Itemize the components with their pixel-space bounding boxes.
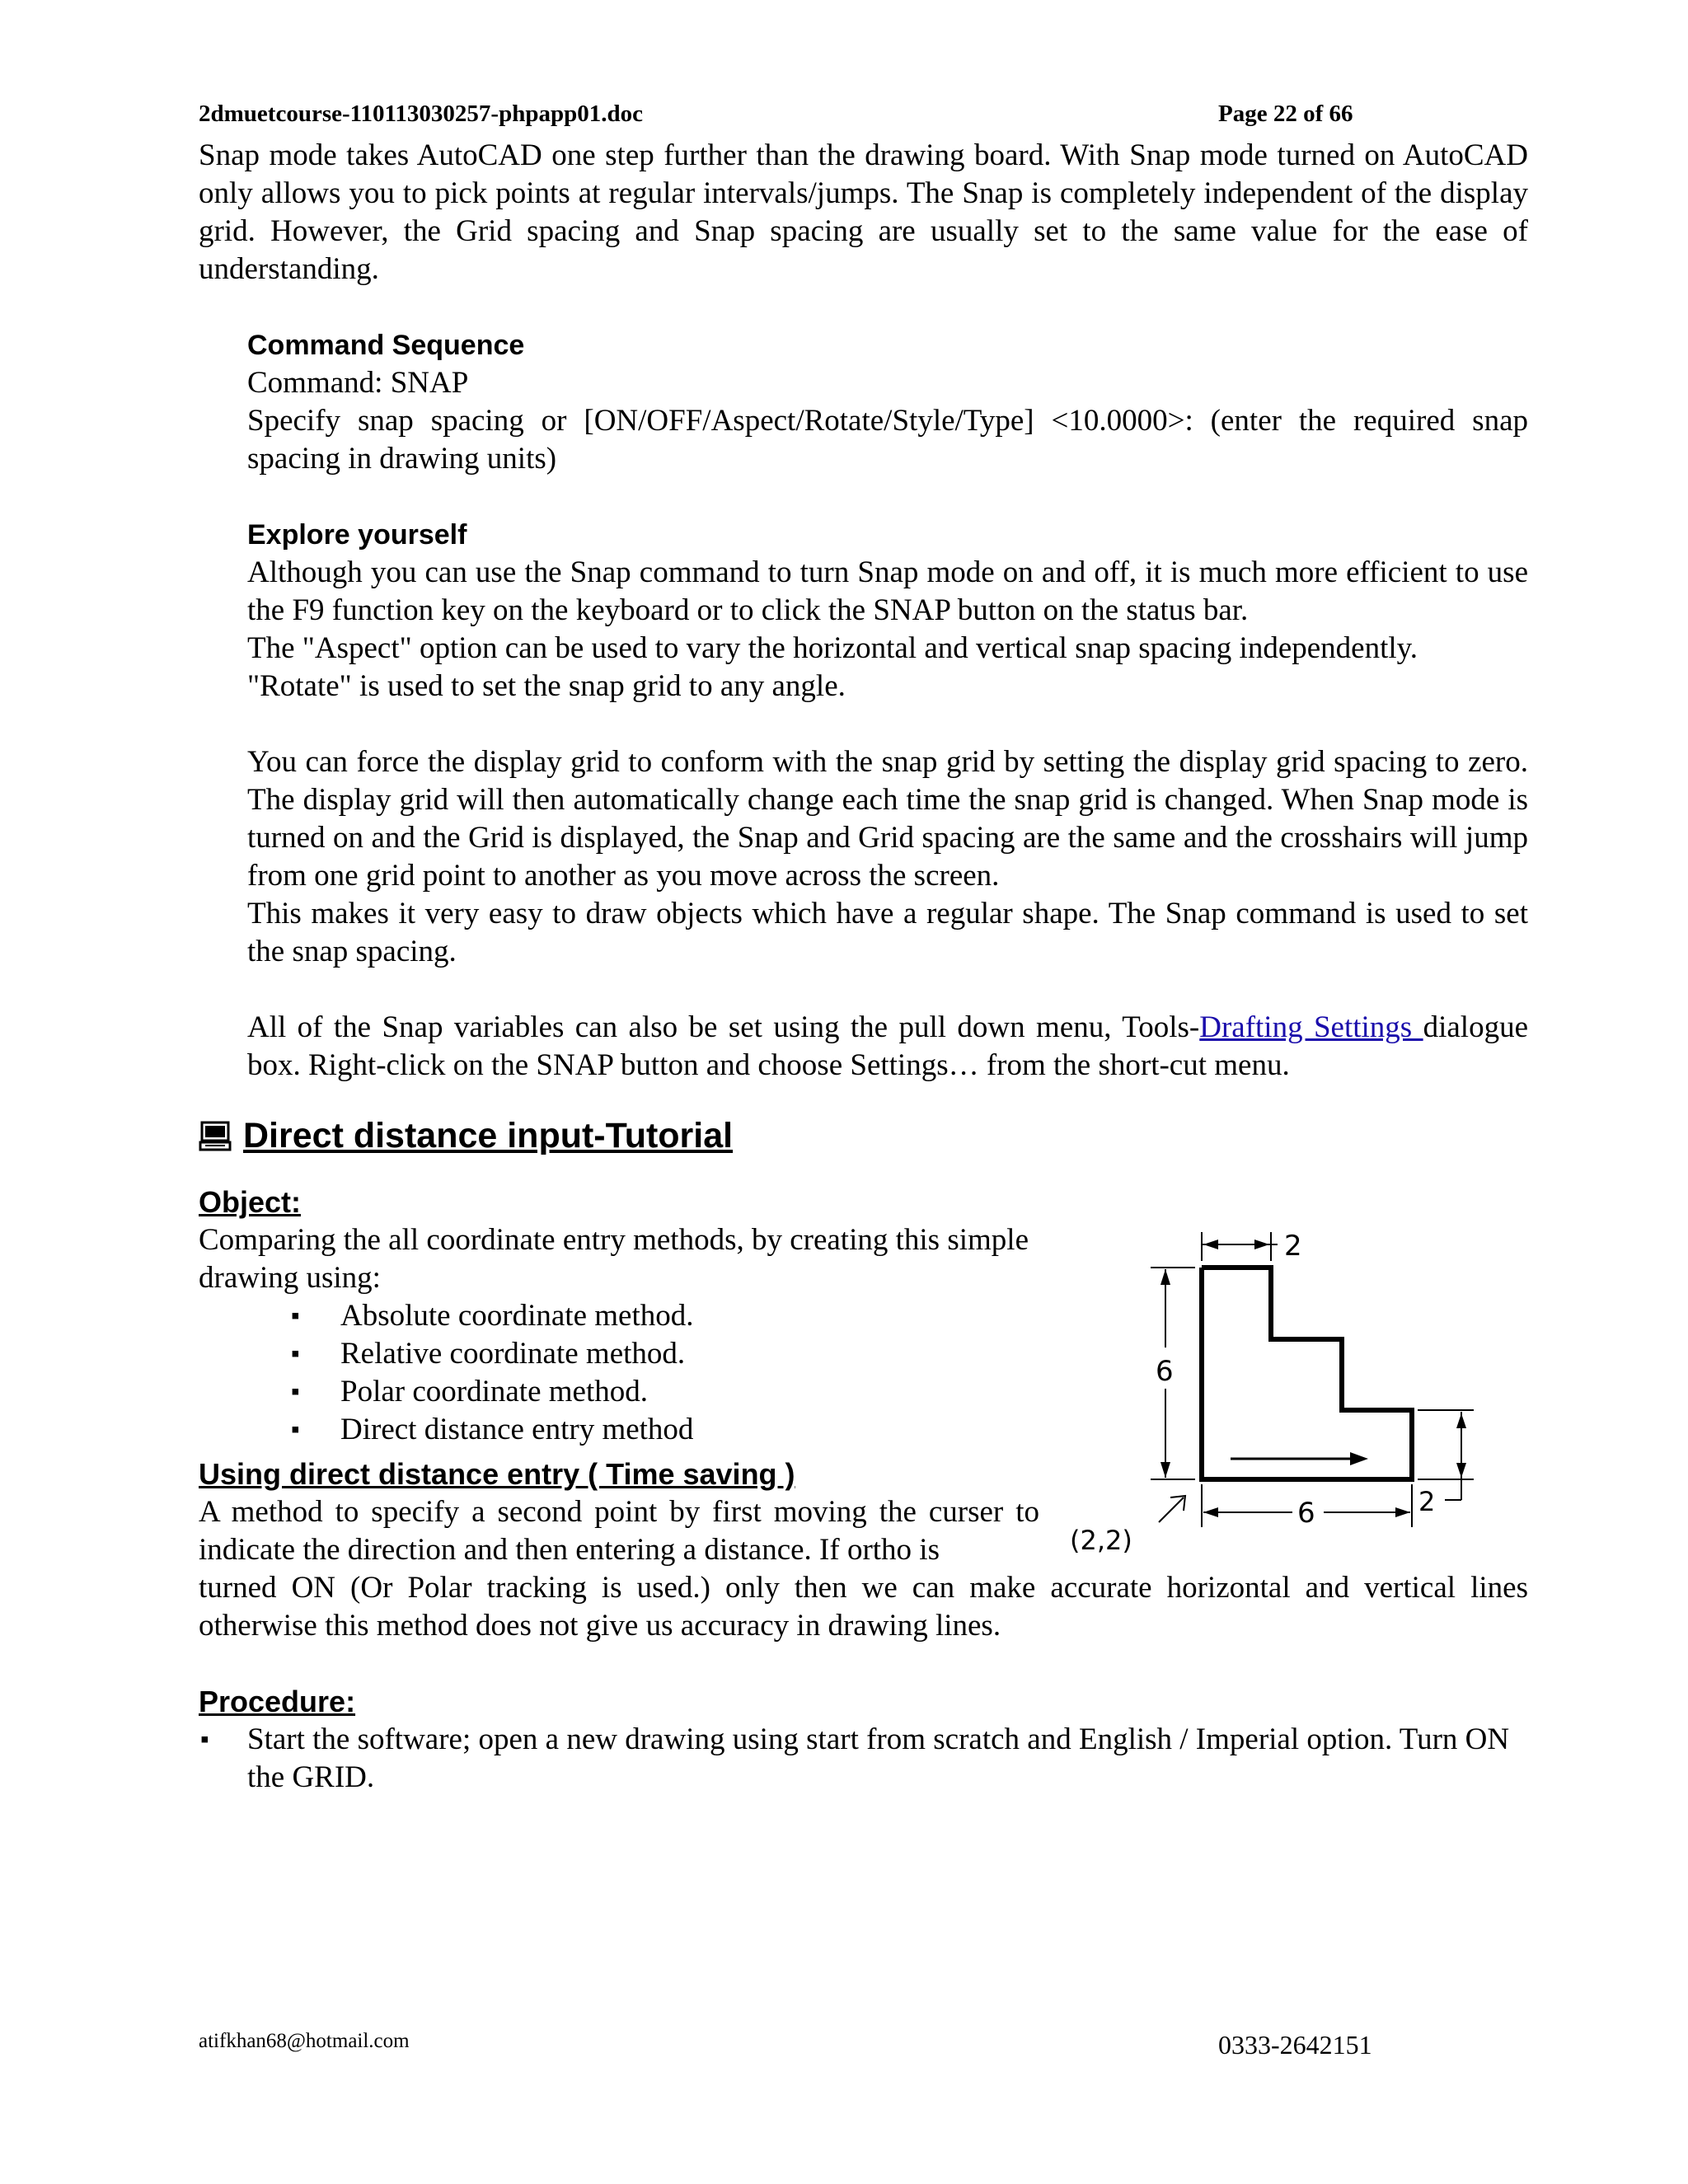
explore-paragraph-3: "Rotate" is used to set the snap grid to any angle. <box>247 669 846 703</box>
header-filename: 2dmuetcourse-110113030257-phpapp01.doc <box>199 101 643 127</box>
list-item: ▪ Polar coordinate method. <box>291 1373 1072 1411</box>
header-page-number: Page 22 of 66 <box>1218 101 1353 127</box>
procedure-list <box>199 1721 1528 1797</box>
command-sequence-block <box>247 326 1528 478</box>
figure-outline <box>1202 1268 1412 1479</box>
tutorial-title <box>199 1111 1528 1160</box>
dim-left-label: 6 <box>1156 1355 1174 1388</box>
dim-bottom-label: 6 <box>1297 1497 1315 1530</box>
command-prompt: Specify snap spacing or [ON/OFF/Aspect/Rotate/Style/Type] <10.0000>: (enter the required snap spacing in drawing units) <box>247 404 1528 476</box>
explore-paragraph-2: The "Aspect" option can be used to vary the horizontal and vertical snap spacing independently. <box>247 631 1418 665</box>
procedure-heading: Procedure: <box>199 1685 356 1718</box>
command-line: Command: SNAP <box>247 366 469 400</box>
dde-heading: Using direct distance entry ( Time saving ) <box>199 1457 795 1491</box>
explore-paragraph-4: You can force the display grid to conform with the snap grid by setting the display grid spacing to zero. The display grid will then automatically change each time the snap grid is changed. When Snap mode is turned on and the Grid is displayed, the Snap and Grid spacing are the same and the crosshairs will jump from one grid point to another as you move across the screen. <box>247 745 1528 893</box>
dim-top-label: 2 <box>1284 1230 1302 1263</box>
tutorial-title-text: Direct distance input-Tutorial <box>243 1116 734 1155</box>
explore-p6-text-after: dialogue box. Right-click on the SNAP button and choose Settings… from the short-cut menu. <box>247 1010 1529 1082</box>
dde-text: turned ON (Or Polar tracking is used.) only then we can make accurate horizontal and vertical lines otherwise this method does not give us accuracy in drawing lines. <box>199 1571 1528 1643</box>
dim-right-label: 2 <box>1418 1486 1436 1517</box>
explore-paragraph-1: Although you can use the Snap command to turn Snap mode on and off, it is much more efficient to use the F9 function key on the keyboard or to click the SNAP button on the status bar. <box>247 555 1528 627</box>
object-heading: Object: <box>199 1185 302 1219</box>
dde-text-wrapped: A method to specify a second point by first moving the curser to indicate the direction and then entering a distance. If ortho is <box>199 1495 1039 1567</box>
object-block <box>199 1183 1072 1569</box>
object-text: Comparing the all coordinate entry methods, by creating this simple drawing using: <box>199 1223 1029 1295</box>
intro-paragraph: Snap mode takes AutoCAD one step further than the drawing board. With Snap mode turned on AutoCAD only allows you to pick points at regular intervals/jumps. The Snap is completely independent of the display grid. However, the Grid spacing and Snap spacing are usually set to the same value for the ease of understanding. <box>199 138 1528 286</box>
explore-paragraph-5: This makes it very easy to draw objects which have a regular shape. The Snap command is used to set the snap spacing. <box>247 897 1528 968</box>
list-item: ▪ Absolute coordinate method. <box>291 1297 1072 1335</box>
footer-email: atifkhan68@hotmail.com <box>199 2030 410 2052</box>
explore-block <box>247 516 1528 1085</box>
command-sequence-heading: Command Sequence <box>247 330 525 361</box>
explore-heading: Explore yourself <box>247 519 467 551</box>
list-item: ▪ Direct distance entry method <box>291 1411 1072 1449</box>
staircase-figure <box>1062 1216 1490 1570</box>
footer-phone: 0333-2642151 <box>1218 2030 1372 2060</box>
list-item: ▪ Relative coordinate method. <box>291 1335 1072 1373</box>
explore-paragraph-6 <box>247 1009 1528 1085</box>
methods-list <box>199 1297 1072 1449</box>
origin-label: (2,2) <box>1070 1525 1132 1556</box>
explore-p6-text: All of the Snap variables can also be set using the pull down menu, Tools- <box>247 1010 1200 1044</box>
computer-icon <box>199 1119 232 1152</box>
list-item: ▪ Start the software; open a new drawing using start from scratch and English / Imperial option. Turn ON the GRID. <box>199 1721 1528 1797</box>
drafting-settings-link[interactable]: Drafting Settings <box>1199 1010 1423 1044</box>
